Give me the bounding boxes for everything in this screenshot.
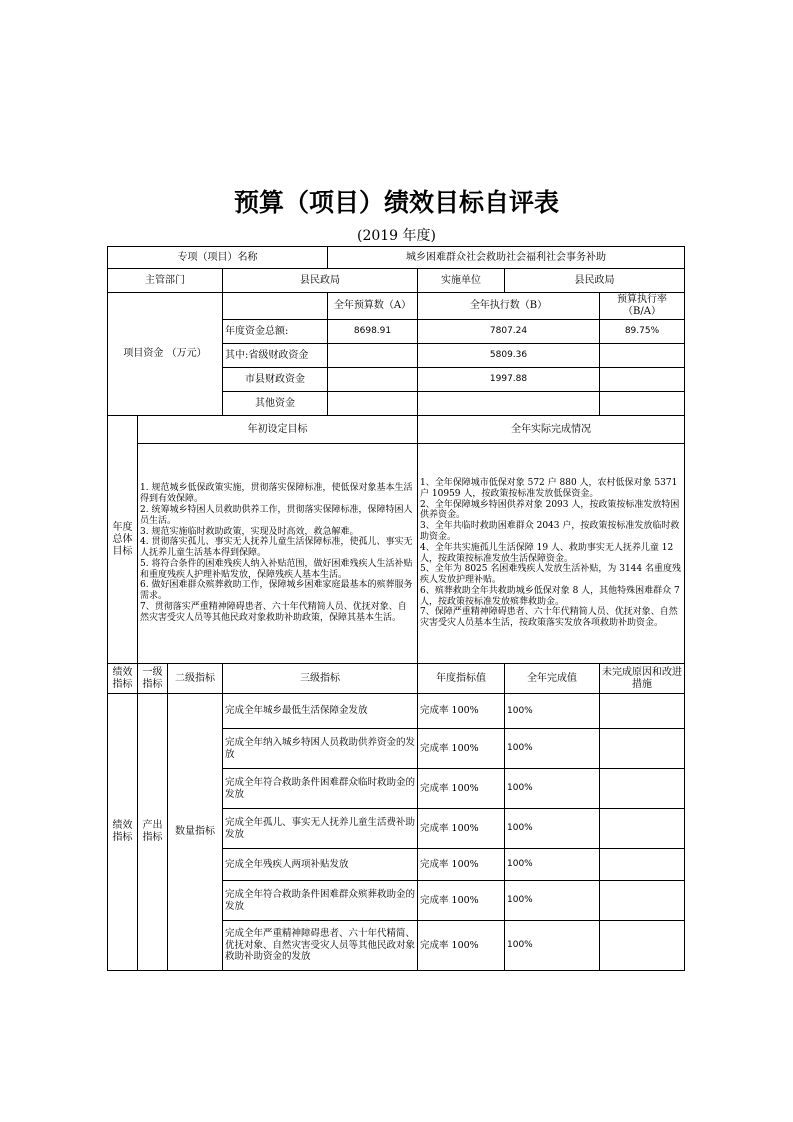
funds-county-label: 市县财政资金 <box>223 368 328 392</box>
perf-h-col3: 二级指标 <box>168 664 223 694</box>
perf-row-actual: 100% <box>505 769 600 809</box>
perf-row-actual: 100% <box>505 881 600 921</box>
funds-total-rate: 89.75% <box>600 320 685 344</box>
perf-col2: 产出指标 <box>138 694 168 971</box>
funds-prov-exec: 5809.36 <box>418 344 600 368</box>
perf-row-actual: 100% <box>505 729 600 769</box>
funds-total-exec: 7807.24 <box>418 320 600 344</box>
perf-h-col4: 三级指标 <box>223 664 418 694</box>
perf-row-name: 完成全年残疾人两项补贴发放 <box>223 849 418 881</box>
perf-h-col2: 一级指标 <box>138 664 168 694</box>
perf-row-actual: 100% <box>505 809 600 849</box>
year-label: (2019 年度) <box>356 228 436 244</box>
goals-col-actual: 全年实际完成情况 <box>418 416 685 444</box>
funds-total-budget: 8698.91 <box>328 320 418 344</box>
perf-row-name: 完成全年严重精神障碍患者、六十年代精简、优抚对象、自然灾害受灾人员等其他民政对象救助补助资金的发放 <box>223 921 418 971</box>
table-row <box>108 694 685 729</box>
funds-other-exec <box>418 392 600 416</box>
impl-value: 县民政局 <box>505 269 685 293</box>
perf-row-name: 完成全年孤儿、事实无人抚养儿童生活费补助发放 <box>223 809 418 849</box>
funds-label: 项目资金 （万元） <box>108 293 223 416</box>
dept-value: 县民政局 <box>223 269 418 293</box>
dept-label: 主管部门 <box>108 269 223 293</box>
funds-other-budget <box>328 392 418 416</box>
perf-row-target: 完成率 100% <box>418 729 505 769</box>
funds-other-label: 其他资金 <box>223 392 328 416</box>
goals-header-row <box>108 416 685 444</box>
perf-row-target: 完成率 100% <box>418 809 505 849</box>
funds-county-budget <box>328 368 418 392</box>
funds-total-label: 年度资金总额: <box>223 320 328 344</box>
perf-row-target: 完成率 100% <box>418 694 505 729</box>
goals-label: 年度总体目标 <box>108 416 138 664</box>
perf-col3: 数量指标 <box>168 694 223 971</box>
perf-row-target: 完成率 100% <box>418 849 505 881</box>
funds-header-blank <box>223 293 328 320</box>
perf-row-reason <box>600 809 685 849</box>
perf-h-col5: 年度指标值 <box>418 664 505 694</box>
perf-row-reason <box>600 921 685 971</box>
perf-row-target: 完成率 100% <box>418 881 505 921</box>
perf-col1: 绩效指标 <box>108 694 138 971</box>
funds-col-exec: 全年执行数（B） <box>418 293 600 320</box>
perf-row-name: 完成全年符合救助条件困难群众临时救助金的发放 <box>223 769 418 809</box>
impl-label: 实施单位 <box>418 269 505 293</box>
goals-content-row <box>108 444 685 664</box>
perf-row-name: 完成全年纳入城乡特困人员救助供养资金的发放 <box>223 729 418 769</box>
funds-prov-budget <box>328 344 418 368</box>
goals-actual-text: 1、全年保障城市低保对象 572 户 880 人，农村低保对象 5371 户 10959 人，按政策按标准发放低保资金。 2、全年保障城乡特困供养对象 2093 人，按政策按标准发放特困供养资金。 3、全年共临时救助困难群众 2043 户，按政策按标准发放临时救助资金。 4、全年共实施孤儿生活保障 19 人、救助事实无人抚养儿童 12 人，按政策按标准发放生活保障资金。 5、全年为 8025 名困难残疾人发放生活补贴，为 3144 名重度残疾人发放护理补贴。 6、殡葬救助全年共救助城乡低保对象 8 人，其他特殊困难群众 7 人，按政策按标准发放殡葬救助金。 7、保障严重精神障碍患者、六十年代精简人员、优抚对象、自然灾害受灾人员基本生活，按政策落实发放各项救助补助资金。 <box>418 444 685 664</box>
project-value: 城乡困难群众社会救助社会福利社会事务补助 <box>328 247 685 269</box>
perf-h-col1: 绩效指标 <box>108 664 138 694</box>
goals-set-text: 1. 规范城乡低保政策实施，贯彻落实保障标准，使低保对象基本生活得到有效保障。 2. 统筹城乡特困人员救助供养工作，贯彻落实保障标准，保障特困人员生活。 3. 规范实施临时救助政策，实现及时高效，救急解难。 4. 贯彻落实孤儿、事实无人抚养儿童生活保障标准，使孤儿、事实无人抚养儿童生活基本得到保障。 5. 将符合条件的困难残疾人纳入补贴范围，做好困难残疾人生活补贴和重度残疾人护理补贴发放，保障残疾人基本生活。 6. 做好困难群众殡葬救助工作，保障城乡困难家庭最基本的殡葬服务需求。 7、贯彻落实严重精神障碍患者、六十年代精简人员、优抚对象、自然灾害受灾人员等其他民政对象救助补助政策，保障其基本生活。 <box>138 444 418 664</box>
perf-row-name: 完成全年符合救助条件困难群众殡葬救助金的发放 <box>223 881 418 921</box>
funds-county-rate <box>600 368 685 392</box>
funds-header-row <box>108 293 685 320</box>
perf-row-reason <box>600 881 685 921</box>
perf-row-name: 完成全年城乡最低生活保障金发放 <box>223 694 418 729</box>
evaluation-table <box>107 246 685 971</box>
funds-prov-rate <box>600 344 685 368</box>
perf-row-reason <box>600 729 685 769</box>
perf-row-target: 完成率 100% <box>418 769 505 809</box>
funds-col-budget: 全年预算数（A） <box>328 293 418 320</box>
page-title: 预算（项目）绩效目标自评表 <box>233 188 559 217</box>
funds-county-exec: 1997.88 <box>418 368 600 392</box>
funds-col-rate: 预算执行率（B/A） <box>600 293 685 320</box>
perf-row-reason <box>600 849 685 881</box>
perf-h-col6: 全年完成值 <box>505 664 600 694</box>
dept-row <box>108 269 685 293</box>
perf-row-actual: 100% <box>505 921 600 971</box>
funds-prov-label: 其中:省级财政资金 <box>223 344 328 368</box>
perf-row-reason <box>600 769 685 809</box>
perf-header-row <box>108 664 685 694</box>
perf-row-actual: 100% <box>505 694 600 729</box>
project-label: 专项（项目）名称 <box>108 247 328 269</box>
funds-other-rate <box>600 392 685 416</box>
goals-col-set: 年初设定目标 <box>138 416 418 444</box>
project-row <box>108 247 685 269</box>
perf-row-actual: 100% <box>505 849 600 881</box>
perf-row-reason <box>600 694 685 729</box>
perf-h-col7: 未完成原因和改进措施 <box>600 664 685 694</box>
perf-row-target: 完成率 100% <box>418 921 505 971</box>
